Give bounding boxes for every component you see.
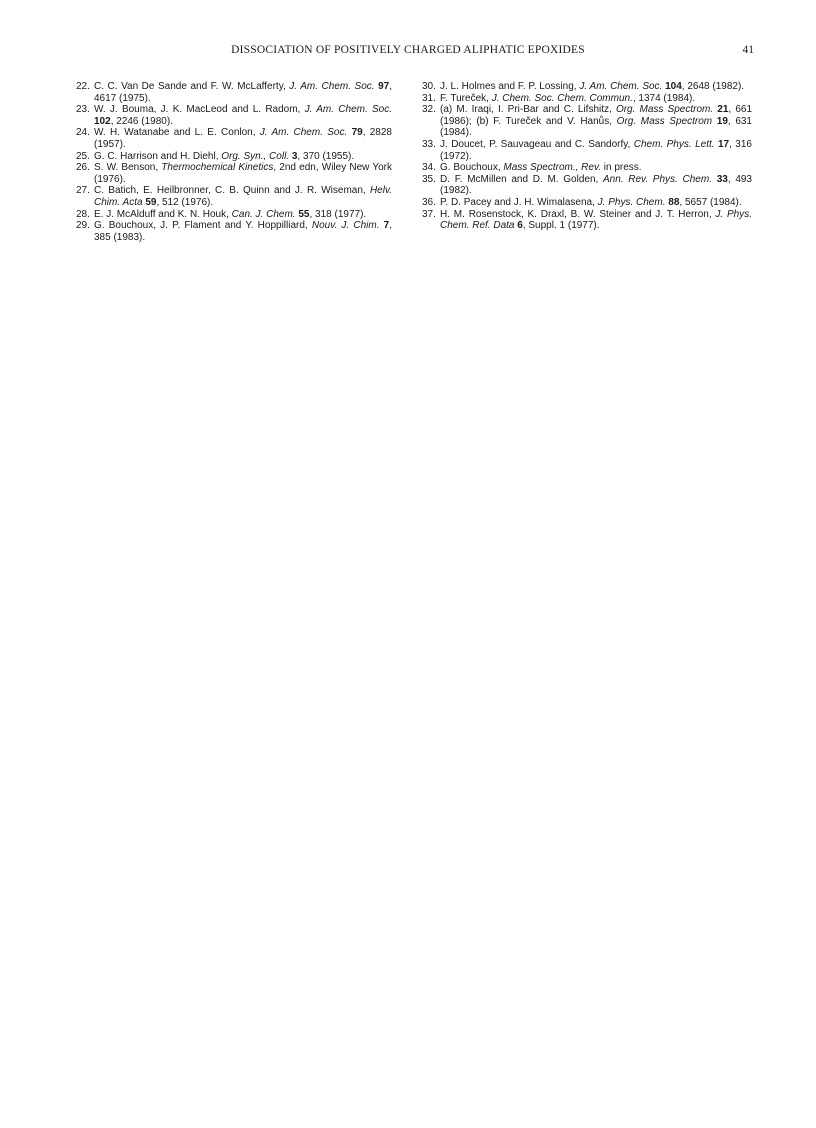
reference-fragment: , 2648 (1982). — [681, 81, 745, 92]
reference-number: 26. — [76, 162, 90, 174]
reference-text — [94, 81, 392, 104]
reference-text — [94, 127, 392, 150]
reference-fragment: , 316 (1972). — [440, 138, 752, 162]
reference-fragment: S. W. Benson, — [94, 162, 162, 174]
reference-number: 23. — [76, 104, 90, 116]
reference-item — [76, 209, 392, 221]
reference-item — [422, 197, 752, 209]
journal-title: J. Am. Chem. Soc. — [259, 127, 348, 139]
reference-number: 25. — [76, 150, 90, 162]
reference-fragment: , 370 (1955). — [297, 150, 355, 162]
reference-fragment: , 661 (1986); (b) F. Tureček and V. Hanůs, — [440, 104, 753, 127]
reference-fragment: J. L. Holmes and F. P. Lossing, — [440, 81, 580, 92]
reference-item — [76, 162, 392, 185]
reference-text — [440, 197, 742, 208]
reference-fragment: , 4617 (1975). — [94, 81, 393, 104]
reference-fragment: in press. — [601, 162, 642, 174]
reference-fragment: E. J. McAlduff and K. N. Houk, — [94, 208, 232, 220]
journal-title: Nouv. J. Chim. — [311, 220, 380, 232]
reference-number: 36. — [422, 196, 436, 208]
reference-fragment: P. D. Pacey and J. H. Wimalasena, — [440, 196, 598, 208]
reference-item — [76, 185, 392, 208]
journal-title: J. Phys. Chem. Ref. Data — [440, 208, 752, 232]
reference-text — [440, 162, 642, 173]
journal-title: J. Phys. Chem. — [597, 196, 666, 208]
reference-number: 30. — [422, 81, 436, 92]
reference-fragment: W. J. Bouma, J. K. MacLeod and L. Radom, — [94, 104, 305, 116]
reference-fragment: , 5657 (1984). — [679, 196, 742, 208]
reference-item — [76, 127, 392, 150]
volume-number: 55 — [298, 208, 310, 220]
reference-number: 37. — [422, 208, 436, 220]
reference-fragment: , 318 (1977). — [309, 208, 367, 220]
reference-fragment: F. Tureček, — [440, 92, 492, 104]
volume-number: 88 — [668, 196, 680, 208]
reference-item — [76, 104, 392, 127]
running-header — [0, 44, 816, 64]
reference-item — [422, 139, 752, 162]
journal-title: J. Am. Chem. Soc. — [289, 81, 375, 92]
volume-number: 33 — [716, 173, 728, 185]
reference-number: 27. — [76, 185, 90, 197]
reference-number: 22. — [76, 81, 90, 92]
reference-number: 33. — [422, 138, 436, 150]
journal-title: Chem. Phys. Lett. — [633, 138, 715, 150]
reference-item — [422, 209, 752, 232]
reference-list-right-column — [422, 81, 752, 232]
reference-fragment: C. Batich, E. Heilbronner, C. B. Quinn and J. R. Wiseman, — [94, 185, 370, 197]
reference-text — [440, 93, 695, 104]
reference-fragment: , 1374 (1984). — [632, 92, 696, 104]
reference-text — [94, 162, 392, 185]
reference-fragment: G. Bouchoux, J. P. Flament and Y. Hoppilliard, — [94, 220, 312, 232]
reference-fragment: W. H. Watanabe and L. E. Conlon, — [94, 127, 260, 139]
reference-fragment: D. F. McMillen and D. M. Golden, — [440, 173, 603, 185]
reference-text — [94, 220, 392, 243]
reference-text — [440, 174, 752, 197]
reference-fragment: , 2828 (1957). — [94, 127, 392, 150]
reference-text — [94, 185, 392, 208]
reference-text — [94, 209, 366, 220]
reference-fragment: , 631 (1984). — [440, 115, 752, 139]
reference-list-left-column — [76, 81, 392, 243]
reference-text — [440, 209, 752, 232]
volume-number: 104 — [665, 81, 682, 92]
reference-item — [76, 220, 392, 243]
journal-title: Org. Syn., Coll. — [221, 150, 290, 162]
reference-fragment: , 512 (1976). — [156, 196, 214, 208]
journal-title: Mass Spectrom., Rev. — [503, 162, 601, 174]
volume-number: 6 — [517, 220, 523, 232]
reference-fragment: G. Bouchoux, — [440, 162, 504, 174]
journal-title: J. Am. Chem. Soc. — [304, 104, 392, 116]
reference-item — [76, 81, 392, 104]
journal-title: Ann. Rev. Phys. Chem. — [603, 173, 712, 185]
reference-item — [422, 93, 752, 105]
reference-text — [440, 139, 752, 162]
journal-title: J. Chem. Soc. Chem. Commun. — [491, 92, 633, 104]
volume-number: 19 — [716, 115, 728, 127]
reference-item — [422, 81, 752, 93]
journal-title: Thermochemical Kinetics — [161, 162, 274, 174]
reference-text — [440, 81, 744, 92]
page-number: 41 — [742, 44, 754, 56]
reference-text — [94, 104, 392, 127]
running-title: DISSOCIATION OF POSITIVELY CHARGED ALIPHATIC EPOXIDES — [231, 44, 585, 56]
volume-number: 17 — [717, 138, 730, 150]
volume-number: 59 — [145, 196, 157, 208]
reference-fragment: J. Doucet, P. Sauvageau and C. Sandorfy, — [440, 138, 634, 150]
volume-number: 7 — [383, 220, 390, 232]
volume-number: 3 — [291, 150, 298, 162]
volume-number: 97 — [378, 81, 390, 92]
reference-number: 28. — [76, 208, 90, 220]
journal-title: J. Am. Chem. Soc. — [579, 81, 663, 92]
reference-number: 34. — [422, 162, 436, 174]
reference-text — [440, 104, 752, 138]
volume-number: 102 — [94, 115, 111, 127]
reference-number: 29. — [76, 220, 90, 232]
reference-number: 24. — [76, 127, 90, 139]
journal-title: Org. Mass Spectrom. — [615, 104, 714, 116]
reference-item — [422, 162, 752, 174]
reference-item — [422, 174, 752, 197]
reference-fragment: , 493 (1982). — [440, 173, 752, 197]
reference-fragment: , 2nd edn, Wiley New York (1976). — [94, 162, 392, 185]
journal-title: Helv. Chim. Acta — [94, 185, 392, 208]
reference-number: 35. — [422, 173, 436, 185]
volume-number: 21 — [717, 104, 729, 116]
reference-number: 31. — [422, 92, 436, 104]
reference-text — [94, 151, 354, 162]
reference-item — [422, 104, 752, 139]
reference-item — [76, 151, 392, 163]
journal-title: Org. Mass Spectrom — [616, 115, 713, 127]
volume-number: 79 — [351, 127, 363, 139]
reference-fragment: H. M. Rosenstock, K. Draxl, B. W. Steiner and J. T. Herron, — [440, 208, 716, 220]
reference-number: 32. — [422, 104, 436, 116]
journal-title: Can. J. Chem. — [231, 208, 296, 220]
reference-fragment: , 2246 (1980). — [110, 115, 173, 127]
reference-fragment: , 385 (1983). — [94, 220, 392, 243]
reference-fragment: G. C. Harrison and H. Diehl, — [94, 150, 222, 162]
reference-fragment: (a) M. Iraqi, I. Pri-Bar and C. Lifshitz, — [440, 104, 616, 116]
reference-fragment: C. C. Van De Sande and F. W. McLafferty, — [94, 81, 290, 92]
reference-fragment: , Suppl. 1 (1977). — [522, 220, 600, 232]
